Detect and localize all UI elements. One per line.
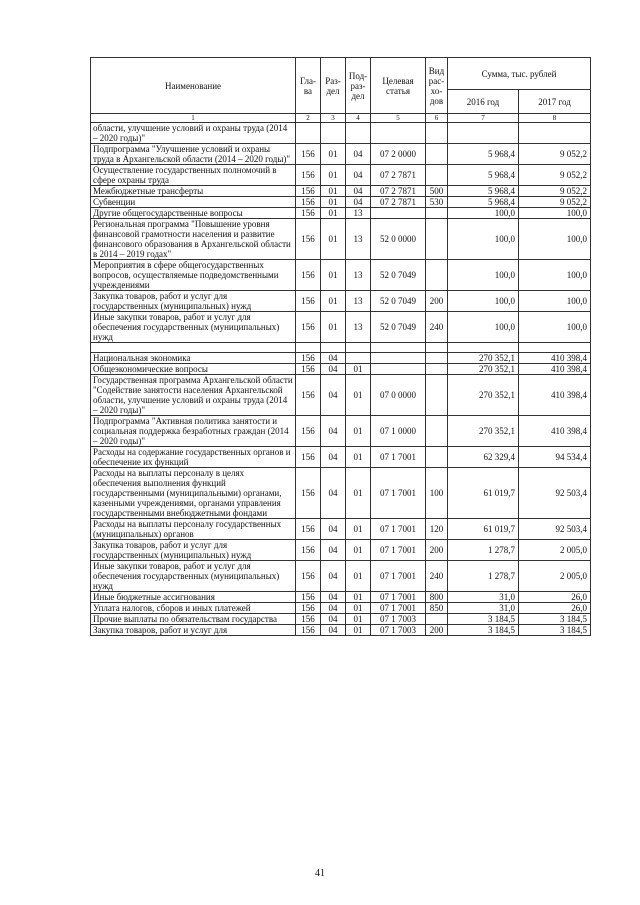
row-name: Государственная программа Архангельской области "Содействие занятости населения Архангельской области, улучшение условий и охраны труда (2014 – 2020 годы)" bbox=[91, 375, 296, 416]
row-sum-2017: 410 398,4 bbox=[519, 416, 591, 447]
row-glava: 156 bbox=[296, 260, 321, 291]
row-name: Подпрограмма "Активная политика занятости и социальная поддержка безработных граждан (2014 – 2020 годы)" bbox=[91, 416, 296, 447]
row-sum-2017: 410 398,4 bbox=[519, 353, 591, 364]
row-glava: 156 bbox=[296, 312, 321, 343]
row-razdel: 01 bbox=[321, 144, 346, 165]
row-name: Прочие выплаты по обязательствам государства bbox=[91, 614, 296, 625]
row-razdel: 04 bbox=[321, 375, 346, 416]
row-glava: 156 bbox=[296, 447, 321, 468]
row-podrazdel: 01 bbox=[346, 592, 371, 603]
header-2016: 2016 год bbox=[448, 90, 519, 114]
row-razdel bbox=[321, 343, 346, 353]
row-vid bbox=[426, 343, 448, 353]
row-razdel: 04 bbox=[321, 603, 346, 614]
column-number: 1 bbox=[91, 114, 296, 123]
row-sum-2017: 100,0 bbox=[519, 312, 591, 343]
column-number: 8 bbox=[519, 114, 591, 123]
table-row bbox=[91, 123, 591, 144]
row-razdel bbox=[321, 123, 346, 144]
row-sum-2017: 9 052,2 bbox=[519, 165, 591, 186]
row-target: 52 0 7049 bbox=[371, 291, 426, 312]
row-podrazdel: 01 bbox=[346, 468, 371, 519]
row-name: Общеэкономические вопросы bbox=[91, 364, 296, 375]
row-glava: 156 bbox=[296, 416, 321, 447]
row-vid bbox=[426, 144, 448, 165]
row-razdel: 04 bbox=[321, 519, 346, 540]
row-podrazdel: 04 bbox=[346, 197, 371, 208]
row-name: Субвенции bbox=[91, 197, 296, 208]
row-sum-2016: 270 352,1 bbox=[448, 375, 519, 416]
row-vid: 240 bbox=[426, 312, 448, 343]
row-vid: 100 bbox=[426, 468, 448, 519]
row-razdel: 04 bbox=[321, 614, 346, 625]
row-sum-2016: 100,0 bbox=[448, 291, 519, 312]
row-target bbox=[371, 123, 426, 144]
row-sum-2017: 26,0 bbox=[519, 603, 591, 614]
row-vid bbox=[426, 416, 448, 447]
header-target: Целевая статья bbox=[371, 58, 426, 114]
row-name: Региональная программа "Повышение уровня финансовой грамотности населения и развитие финансового образования в Архангельской области в 2014 – 2019 годах" bbox=[91, 219, 296, 260]
row-glava: 156 bbox=[296, 592, 321, 603]
table-row bbox=[91, 447, 591, 468]
row-glava: 156 bbox=[296, 353, 321, 364]
row-vid: 200 bbox=[426, 625, 448, 636]
row-vid bbox=[426, 123, 448, 144]
row-sum-2017: 2 005,0 bbox=[519, 540, 591, 561]
row-razdel: 04 bbox=[321, 561, 346, 592]
row-podrazdel: 04 bbox=[346, 144, 371, 165]
row-glava: 156 bbox=[296, 186, 321, 197]
row-target: 07 2 0000 bbox=[371, 144, 426, 165]
column-number: 3 bbox=[321, 114, 346, 123]
table-row bbox=[91, 353, 591, 364]
row-glava: 156 bbox=[296, 519, 321, 540]
row-podrazdel: 01 bbox=[346, 375, 371, 416]
row-glava: 156 bbox=[296, 561, 321, 592]
table-row bbox=[91, 186, 591, 197]
table-header bbox=[91, 58, 591, 123]
row-sum-2016: 61 019,7 bbox=[448, 519, 519, 540]
row-sum-2017: 2 005,0 bbox=[519, 561, 591, 592]
row-razdel: 01 bbox=[321, 208, 346, 219]
table-row bbox=[91, 468, 591, 519]
table-row bbox=[91, 260, 591, 291]
row-podrazdel: 01 bbox=[346, 416, 371, 447]
row-sum-2016: 100,0 bbox=[448, 219, 519, 260]
row-podrazdel bbox=[346, 123, 371, 144]
table-row bbox=[91, 614, 591, 625]
row-podrazdel bbox=[346, 343, 371, 353]
row-name: Закупка товаров, работ и услуг для bbox=[91, 625, 296, 636]
table-row bbox=[91, 416, 591, 447]
row-razdel: 04 bbox=[321, 364, 346, 375]
table-row bbox=[91, 561, 591, 592]
row-podrazdel: 01 bbox=[346, 447, 371, 468]
row-sum-2016: 62 329,4 bbox=[448, 447, 519, 468]
row-name: Другие общегосударственные вопросы bbox=[91, 208, 296, 219]
row-sum-2017 bbox=[519, 343, 591, 353]
row-glava: 156 bbox=[296, 603, 321, 614]
table-body bbox=[91, 123, 591, 636]
row-name: области, улучшение условий и охраны труда (2014 – 2020 годы)" bbox=[91, 123, 296, 144]
row-vid bbox=[426, 260, 448, 291]
budget-table-page bbox=[90, 57, 590, 636]
table-row bbox=[91, 375, 591, 416]
row-razdel: 01 bbox=[321, 165, 346, 186]
row-target: 52 0 7049 bbox=[371, 260, 426, 291]
row-vid: 120 bbox=[426, 519, 448, 540]
row-glava: 156 bbox=[296, 208, 321, 219]
row-name: Иные закупки товаров, работ и услуг для обеспечения государственных (муниципальных) нужд bbox=[91, 561, 296, 592]
row-razdel: 04 bbox=[321, 416, 346, 447]
row-target: 07 1 7003 bbox=[371, 625, 426, 636]
header-glava: Гла- ва bbox=[296, 58, 321, 114]
row-sum-2016: 5 968,4 bbox=[448, 186, 519, 197]
row-glava: 156 bbox=[296, 540, 321, 561]
row-sum-2016: 1 278,7 bbox=[448, 561, 519, 592]
row-target: 07 1 7001 bbox=[371, 519, 426, 540]
row-sum-2016 bbox=[448, 123, 519, 144]
row-target: 07 1 7001 bbox=[371, 447, 426, 468]
row-podrazdel: 04 bbox=[346, 165, 371, 186]
row-sum-2017: 100,0 bbox=[519, 208, 591, 219]
row-name: Расходы на выплаты персоналу в целях обеспечения выполнения функций государственными (муниципальными) органами, казенными учреждениями, органами управления государственными внебюджетными фондами bbox=[91, 468, 296, 519]
row-sum-2017: 3 184,5 bbox=[519, 625, 591, 636]
row-sum-2016: 100,0 bbox=[448, 260, 519, 291]
column-number: 4 bbox=[346, 114, 371, 123]
row-name: Межбюджетные трансферты bbox=[91, 186, 296, 197]
row-sum-2017: 26,0 bbox=[519, 592, 591, 603]
row-vid bbox=[426, 208, 448, 219]
row-target bbox=[371, 353, 426, 364]
row-name: Расходы на содержание государственных органов и обеспечение их функций bbox=[91, 447, 296, 468]
row-razdel: 04 bbox=[321, 625, 346, 636]
table-row bbox=[91, 343, 591, 353]
row-vid: 200 bbox=[426, 291, 448, 312]
header-name: Наименование bbox=[91, 58, 296, 114]
row-glava: 156 bbox=[296, 468, 321, 519]
row-vid: 500 bbox=[426, 186, 448, 197]
row-razdel: 04 bbox=[321, 468, 346, 519]
row-name: Иные закупки товаров, работ и услуг для обеспечения государственных (муниципальных) нужд bbox=[91, 312, 296, 343]
row-vid bbox=[426, 364, 448, 375]
row-sum-2017: 92 503,4 bbox=[519, 519, 591, 540]
row-sum-2017: 3 184,5 bbox=[519, 614, 591, 625]
row-target: 07 1 7001 bbox=[371, 468, 426, 519]
header-podrazdel: Под- раз- дел bbox=[346, 58, 371, 114]
row-sum-2016: 5 968,4 bbox=[448, 144, 519, 165]
table-row bbox=[91, 219, 591, 260]
row-razdel: 04 bbox=[321, 540, 346, 561]
row-podrazdel: 13 bbox=[346, 208, 371, 219]
table-row bbox=[91, 197, 591, 208]
row-sum-2017: 92 503,4 bbox=[519, 468, 591, 519]
row-podrazdel: 13 bbox=[346, 260, 371, 291]
row-razdel: 01 bbox=[321, 197, 346, 208]
row-vid bbox=[426, 447, 448, 468]
row-target: 07 0 0000 bbox=[371, 375, 426, 416]
row-glava: 156 bbox=[296, 197, 321, 208]
row-target: 52 0 7049 bbox=[371, 312, 426, 343]
table-row bbox=[91, 291, 591, 312]
row-razdel: 04 bbox=[321, 592, 346, 603]
row-name: Подпрограмма "Улучшение условий и охраны труда в Архангельской области (2014 – 2020 годы)" bbox=[91, 144, 296, 165]
row-razdel: 04 bbox=[321, 447, 346, 468]
budget-table bbox=[90, 57, 591, 636]
row-vid: 800 bbox=[426, 592, 448, 603]
row-sum-2016: 270 352,1 bbox=[448, 353, 519, 364]
row-sum-2016: 1 278,7 bbox=[448, 540, 519, 561]
row-name: Национальная экономика bbox=[91, 353, 296, 364]
row-sum-2017: 9 052,2 bbox=[519, 197, 591, 208]
row-glava: 156 bbox=[296, 291, 321, 312]
row-sum-2016: 5 968,4 bbox=[448, 197, 519, 208]
row-name: Иные бюджетные ассигнования bbox=[91, 592, 296, 603]
row-razdel: 01 bbox=[321, 291, 346, 312]
column-number: 7 bbox=[448, 114, 519, 123]
row-target: 07 2 7871 bbox=[371, 186, 426, 197]
row-sum-2016 bbox=[448, 343, 519, 353]
row-sum-2016: 100,0 bbox=[448, 312, 519, 343]
row-sum-2017: 100,0 bbox=[519, 219, 591, 260]
row-name: Расходы на выплаты персоналу государственных (муниципальных) органов bbox=[91, 519, 296, 540]
row-vid: 530 bbox=[426, 197, 448, 208]
header-razdel: Раз- дел bbox=[321, 58, 346, 114]
row-target: 07 2 7871 bbox=[371, 165, 426, 186]
row-vid bbox=[426, 375, 448, 416]
row-sum-2016: 61 019,7 bbox=[448, 468, 519, 519]
row-sum-2016: 3 184,5 bbox=[448, 625, 519, 636]
row-sum-2017: 410 398,4 bbox=[519, 375, 591, 416]
row-glava: 156 bbox=[296, 165, 321, 186]
column-number: 6 bbox=[426, 114, 448, 123]
row-sum-2016: 270 352,1 bbox=[448, 416, 519, 447]
row-target bbox=[371, 343, 426, 353]
row-glava: 156 bbox=[296, 614, 321, 625]
table-row bbox=[91, 603, 591, 614]
row-target bbox=[371, 364, 426, 375]
row-podrazdel: 01 bbox=[346, 540, 371, 561]
row-name: Закупка товаров, работ и услуг для государственных (муниципальных) нужд bbox=[91, 540, 296, 561]
row-glava: 156 bbox=[296, 375, 321, 416]
table-row bbox=[91, 540, 591, 561]
row-vid bbox=[426, 614, 448, 625]
row-razdel: 01 bbox=[321, 260, 346, 291]
row-razdel: 04 bbox=[321, 353, 346, 364]
row-sum-2016: 270 352,1 bbox=[448, 364, 519, 375]
header-vid: Вид рас- хо- дов bbox=[426, 58, 448, 114]
row-podrazdel: 01 bbox=[346, 364, 371, 375]
row-target: 07 1 7001 bbox=[371, 561, 426, 592]
row-name: Уплата налогов, сборов и иных платежей bbox=[91, 603, 296, 614]
row-target: 07 1 7001 bbox=[371, 592, 426, 603]
row-target bbox=[371, 208, 426, 219]
row-sum-2017: 9 052,2 bbox=[519, 186, 591, 197]
row-podrazdel: 01 bbox=[346, 614, 371, 625]
row-podrazdel: 13 bbox=[346, 291, 371, 312]
row-target: 07 2 7871 bbox=[371, 197, 426, 208]
row-podrazdel: 13 bbox=[346, 219, 371, 260]
row-name: Осуществление государственных полномочий в сфере охраны труда bbox=[91, 165, 296, 186]
row-sum-2017: 100,0 bbox=[519, 291, 591, 312]
row-glava: 156 bbox=[296, 219, 321, 260]
table-row bbox=[91, 364, 591, 375]
row-glava: 156 bbox=[296, 144, 321, 165]
row-glava: 156 bbox=[296, 625, 321, 636]
row-podrazdel: 01 bbox=[346, 519, 371, 540]
row-vid: 240 bbox=[426, 561, 448, 592]
row-razdel: 01 bbox=[321, 219, 346, 260]
row-vid: 850 bbox=[426, 603, 448, 614]
row-name: Мероприятия в сфере общегосударственных вопросов, осуществляемые подведомственными учреждениями bbox=[91, 260, 296, 291]
row-target: 07 1 7001 bbox=[371, 540, 426, 561]
row-sum-2016: 3 184,5 bbox=[448, 614, 519, 625]
row-sum-2016: 5 968,4 bbox=[448, 165, 519, 186]
row-razdel: 01 bbox=[321, 186, 346, 197]
row-glava bbox=[296, 343, 321, 353]
row-target: 07 1 0000 bbox=[371, 416, 426, 447]
row-razdel: 01 bbox=[321, 312, 346, 343]
table-row bbox=[91, 165, 591, 186]
row-sum-2017: 100,0 bbox=[519, 260, 591, 291]
row-vid bbox=[426, 353, 448, 364]
row-sum-2016: 31,0 bbox=[448, 592, 519, 603]
table-row bbox=[91, 519, 591, 540]
row-podrazdel bbox=[346, 353, 371, 364]
row-vid bbox=[426, 165, 448, 186]
row-glava: 156 bbox=[296, 364, 321, 375]
row-name bbox=[91, 343, 296, 353]
page-number: 41 bbox=[315, 868, 325, 879]
row-podrazdel: 13 bbox=[346, 312, 371, 343]
table-row bbox=[91, 144, 591, 165]
row-target: 52 0 0000 bbox=[371, 219, 426, 260]
row-glava bbox=[296, 123, 321, 144]
row-vid bbox=[426, 219, 448, 260]
row-vid: 200 bbox=[426, 540, 448, 561]
column-number: 5 bbox=[371, 114, 426, 123]
row-target: 07 1 7003 bbox=[371, 614, 426, 625]
column-number: 2 bbox=[296, 114, 321, 123]
header-2017: 2017 год bbox=[519, 90, 591, 114]
row-podrazdel: 01 bbox=[346, 603, 371, 614]
table-row bbox=[91, 312, 591, 343]
row-sum-2017: 94 534,4 bbox=[519, 447, 591, 468]
column-numbers-row bbox=[91, 114, 591, 123]
row-sum-2016: 31,0 bbox=[448, 603, 519, 614]
table-row bbox=[91, 592, 591, 603]
row-sum-2017: 410 398,4 bbox=[519, 364, 591, 375]
row-sum-2016: 100,0 bbox=[448, 208, 519, 219]
row-podrazdel: 01 bbox=[346, 625, 371, 636]
row-sum-2017 bbox=[519, 123, 591, 144]
row-podrazdel: 04 bbox=[346, 186, 371, 197]
header-sum: Сумма, тыс. рублей bbox=[448, 58, 591, 90]
row-target: 07 1 7001 bbox=[371, 603, 426, 614]
row-podrazdel: 01 bbox=[346, 561, 371, 592]
row-sum-2017: 9 052,2 bbox=[519, 144, 591, 165]
table-row bbox=[91, 625, 591, 636]
row-name: Закупка товаров, работ и услуг для государственных (муниципальных) нужд bbox=[91, 291, 296, 312]
table-row bbox=[91, 208, 591, 219]
